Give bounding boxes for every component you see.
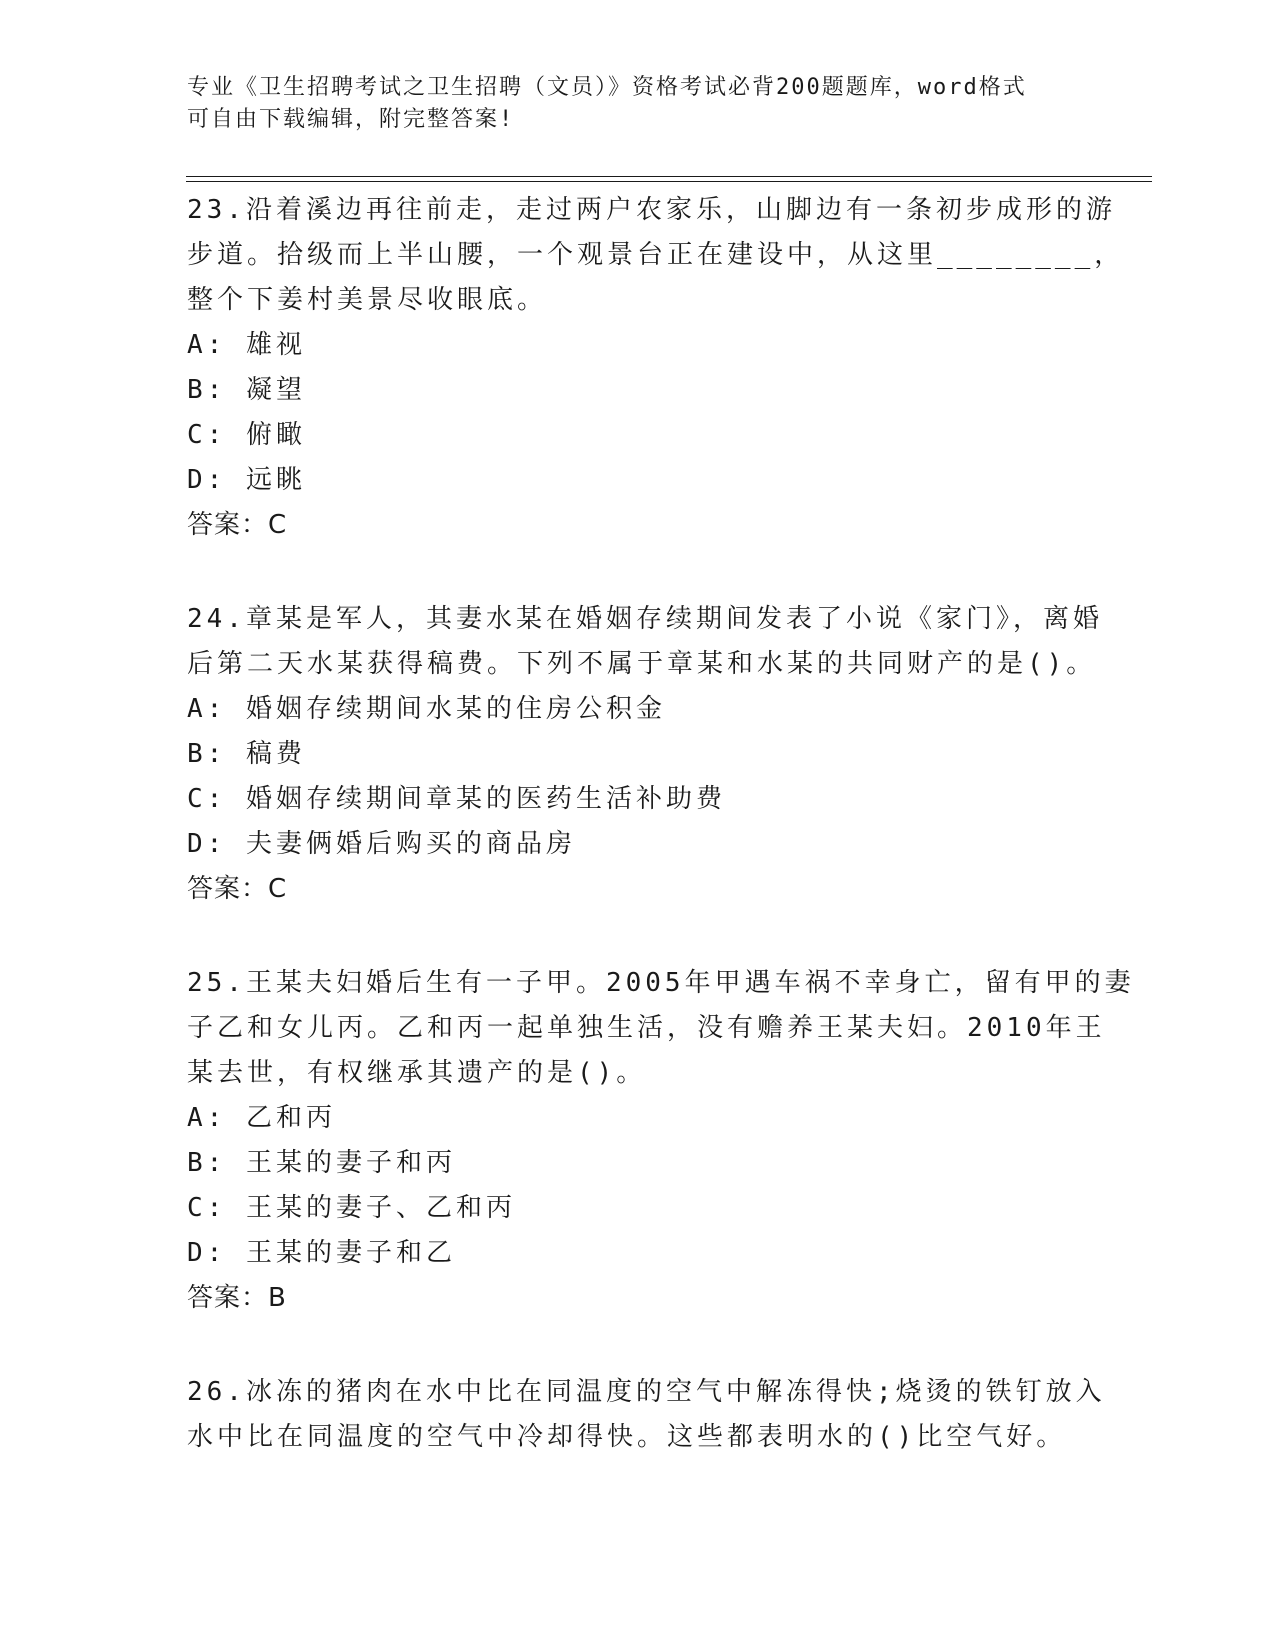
option-d: D: 远眺 — [187, 465, 306, 495]
question-stem — [187, 1370, 1106, 1460]
question-spacer — [187, 548, 1087, 597]
answer: 答案：C — [187, 510, 288, 540]
option-b: B: 王某的妻子和丙 — [187, 1148, 456, 1178]
header-line-1: 专业《卫生招聘考试之卫生招聘（文员）》资格考试必背200题题库，word格式 — [187, 75, 1027, 100]
stem-line: 水中比在同温度的空气中冷却得快。这些都表明水的()比空气好。 — [187, 1422, 1067, 1452]
stem-line: 26.冰冻的猪肉在水中比在同温度的空气中解冻得快;烧烫的铁钉放入 — [187, 1377, 1106, 1407]
stem-line: 整个下姜村美景尽收眼底。 — [187, 285, 548, 315]
stem-line: 23.沿着溪边再往前走，走过两户农家乐，山脚边有一条初步成形的游 — [187, 195, 1116, 225]
option-a: A: 乙和丙 — [187, 1103, 336, 1133]
question-24 — [187, 597, 1103, 912]
option-c: C: 婚姻存续期间章某的医药生活补助费 — [187, 784, 726, 814]
option-c: C: 王某的妻子、乙和丙 — [187, 1193, 516, 1223]
stem-line: 子乙和女儿丙。乙和丙一起单独生活，没有赡养王某夫妇。2010年王 — [187, 1013, 1106, 1043]
question-spacer — [187, 912, 1087, 961]
answer: 答案：B — [187, 1283, 287, 1313]
question-stem — [187, 961, 1135, 1096]
question-25 — [187, 961, 1135, 1321]
option-a: A: 婚姻存续期间水某的住房公积金 — [187, 694, 666, 724]
stem-line: 24.章某是军人，其妻水某在婚姻存续期间发表了小说《家门》，离婚 — [187, 604, 1103, 634]
stem-line: 25.王某夫妇婚后生有一子甲。2005年甲遇车祸不幸身亡，留有甲的妻 — [187, 968, 1135, 998]
question-stem — [187, 597, 1103, 687]
header-divider-bottom — [186, 181, 1152, 182]
question-spacer — [187, 1321, 1087, 1370]
question-list — [187, 188, 1135, 1460]
header-line-2: 可自由下载编辑，附完整答案! — [187, 107, 515, 132]
question-26 — [187, 1370, 1106, 1460]
option-d: D: 王某的妻子和乙 — [187, 1238, 456, 1268]
answer: 答案：C — [187, 874, 288, 904]
option-c: C: 俯瞰 — [187, 420, 306, 450]
stem-line: 某去世，有权继承其遗产的是()。 — [187, 1058, 647, 1088]
document-header — [187, 72, 1067, 136]
header-divider-top — [186, 176, 1152, 177]
option-b: B: 凝望 — [187, 375, 306, 405]
option-d: D: 夫妻俩婚后购买的商品房 — [187, 829, 576, 859]
question-stem — [187, 188, 1125, 323]
option-a: A: 雄视 — [187, 330, 306, 360]
question-23 — [187, 188, 1125, 548]
stem-line: 步道。拾级而上半山腰，一个观景台正在建设中，从这里________， — [187, 240, 1125, 270]
option-b: B: 稿费 — [187, 739, 306, 769]
stem-line: 后第二天水某获得稿费。下列不属于章某和水某的共同财产的是()。 — [187, 649, 1097, 679]
